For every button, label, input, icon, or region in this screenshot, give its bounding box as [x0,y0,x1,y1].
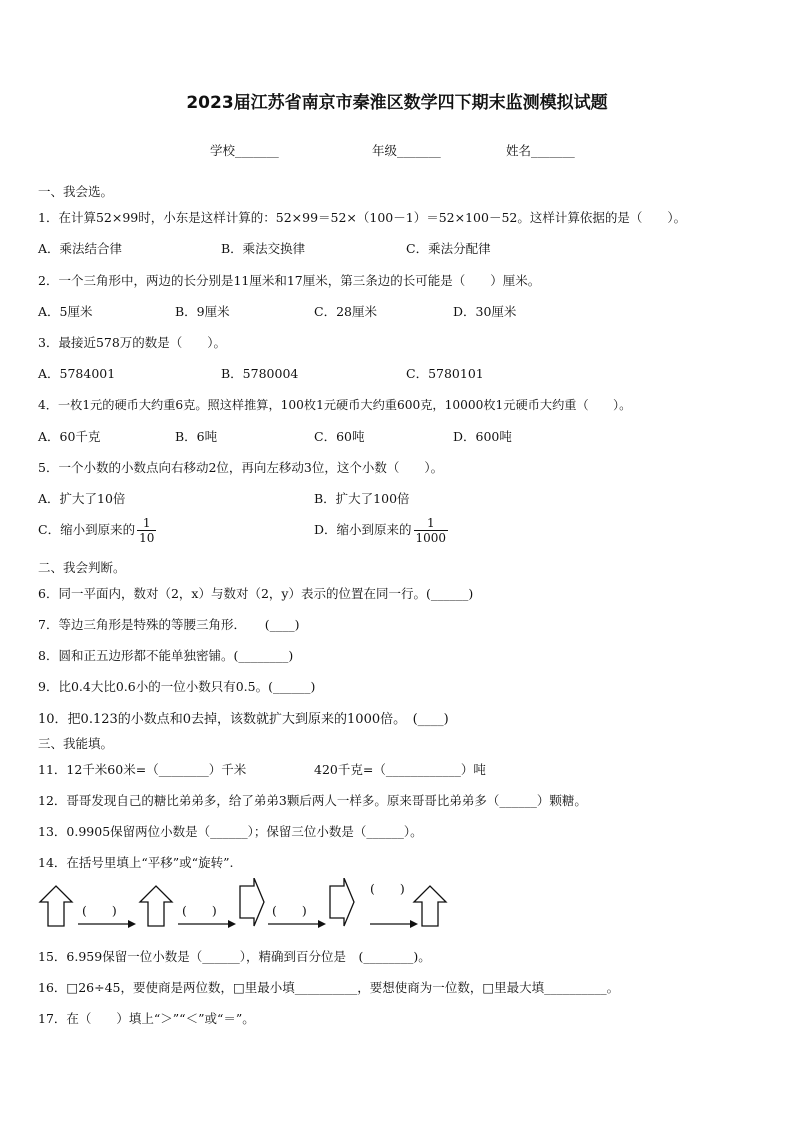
option-b: B．6吨 [175,429,218,444]
option-b: B．9厘米 [175,304,230,319]
question-11a: 11．12千米60米=（________）千米 [38,762,247,777]
option-c: C．乘法分配律 [406,241,491,256]
question-5: 5．一个小数的小数点向右移动2位，再向左移动3位，这个小数（ ）。 [38,460,444,475]
question-1: 1．在计算52×99时，小东是这样计算的：52×99＝52×（100－1）＝52×100－52。这样计算依据的是（ ）。 [38,210,687,225]
up-arrow-shape [414,886,446,926]
question-8: 8．圆和正五边形都不能单独密铺。(________) [38,648,294,663]
right-arrow-shape [240,878,264,926]
blank-3: ( ) [272,903,307,918]
up-arrow-shape [40,886,72,926]
question-12: 12．哥哥发现自己的糖比弟弟多，给了弟弟3颗后两人一样多。原来哥哥比弟弟多（______）颗糖。 [38,793,587,808]
name-field: 姓名_______ [506,143,575,158]
question-11b: 420千克=（____________）吨 [314,762,486,777]
page-title: 2023届江苏省南京市秦淮区数学四下期末监测模拟试题 [186,93,608,113]
arrowhead [318,920,326,928]
option-c: C．5780101 [406,366,484,381]
option-a: A．5784001 [38,366,116,381]
fraction-denominator: 1000 [415,531,447,545]
fraction [414,516,449,545]
option-b: B．5780004 [221,366,299,381]
option-d: D．30厘米 [453,304,517,319]
option-b: B．扩大了100倍 [314,491,410,506]
section-heading: 三、我能填。 [38,736,114,751]
question-7: 7．等边三角形是特殊的等腰三角形． (____) [38,617,300,632]
option-c-text: C．缩小到原来的 [38,522,136,537]
question-15: 15．6.959保留一位小数是（______），精确到百分位是 (________)。 [38,949,431,964]
grade-field: 年级_______ [372,143,441,158]
up-arrow-shape [140,886,172,926]
question-16: 16．□26÷45，要使商是两位数，□里最小填__________，要想使商为一位数，□里最大填__________。 [38,980,620,995]
option-a: A．5厘米 [38,304,93,319]
question-14: 14．在括号里填上“平移”或“旋转”. [38,855,234,870]
question-17: 17．在（ ）填上“＞”“＜”或“＝”。 [38,1011,255,1026]
option-a: A．扩大了10倍 [38,491,126,506]
arrowhead [228,920,236,928]
question-6: 6．同一平面内，数对（2，x）与数对（2，y）表示的位置在同一行。(______) [38,586,474,601]
fraction-numerator: 1 [137,516,156,531]
option-a: A．60千克 [38,429,101,444]
arrowhead [410,920,418,928]
option-d [314,516,448,545]
option-a: A．乘法结合律 [38,241,123,256]
fraction-denominator: 10 [139,531,155,545]
option-b: B．乘法交换律 [221,241,306,256]
question-13: 13．0.9905保留两位小数是（______）；保留三位小数是（______）。 [38,824,423,839]
option-c: C．60吨 [314,429,365,444]
right-arrow-shape [330,878,354,926]
section-heading: 一、我会选。 [38,184,114,199]
arrowhead [128,920,136,928]
fraction-numerator: 1 [414,516,449,531]
question-3: 3．最接近578万的数是（ ）。 [38,335,227,350]
blank-2: ( ) [182,903,217,918]
question-4: 4．一枚1元的硬币大约重6克。照这样推算，100枚1元硬币大约重600克，10000枚1元硬币大约重（ ）。 [38,398,632,412]
blank-4: ( ) [370,881,405,896]
option-c: C．28厘米 [314,304,377,319]
question-9: 9．比0.4大比0.6小的一位小数只有0.5。(______) [38,679,316,694]
option-d-text: D．缩小到原来的 [314,522,412,537]
option-c [38,516,156,545]
question-10: 10．把0.123的小数点和0去掉，该数就扩大到原来的1000倍。 (____) [38,712,449,727]
fraction [137,516,156,545]
school-field: 学校_______ [210,143,279,158]
section-heading: 二、我会判断。 [38,560,126,575]
question-2: 2．一个三角形中，两边的长分别是11厘米和17厘米，第三条边的长可能是（ ）厘米。 [38,273,541,288]
option-d: D．600吨 [453,429,512,444]
blank-1: ( ) [82,903,117,918]
